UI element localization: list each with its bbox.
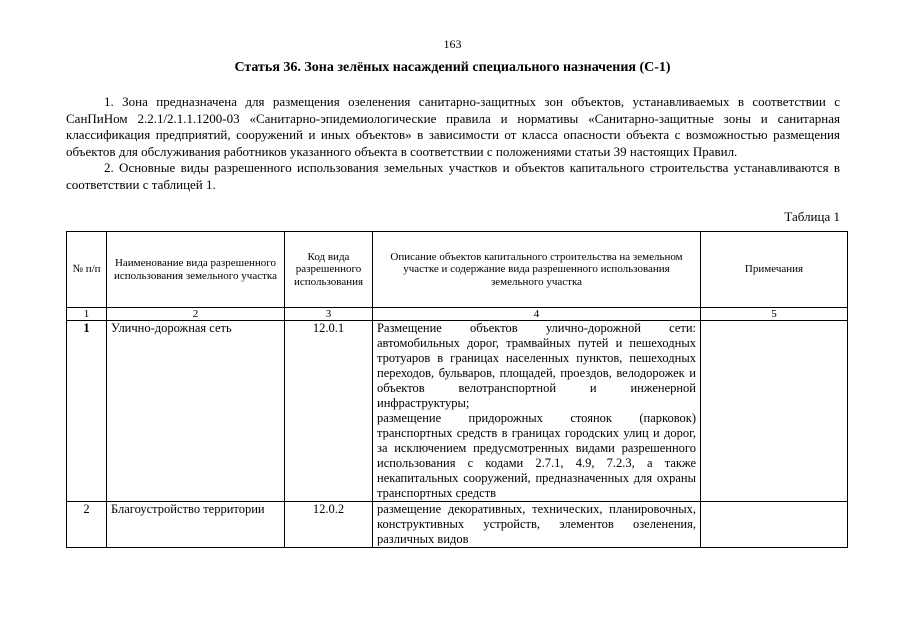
table-row (67, 321, 848, 502)
use-description: размещение декоративных, технических, планировочных, конструктивных устройств, элементов озеленения, различных видов (373, 502, 701, 548)
header-num: № п/п (67, 232, 107, 308)
use-code: 12.0.1 (285, 321, 373, 502)
permitted-uses-table (66, 231, 848, 548)
table-header-row (67, 232, 848, 308)
column-number: 5 (701, 308, 848, 321)
row-number: 1 (67, 321, 107, 502)
column-number: 1 (67, 308, 107, 321)
use-name: Благоустройство территории (107, 502, 285, 548)
use-description (373, 321, 701, 502)
use-note (701, 321, 848, 502)
use-code: 12.0.2 (285, 502, 373, 548)
use-note (701, 502, 848, 548)
header-name: Наименование вида разрешенного использования земельного участка (107, 232, 285, 308)
header-code: Код вида разрешенного использования (285, 232, 373, 308)
paragraph-1: 1. Зона предназначена для размещения озеленения санитарно-защитных зон объектов, устанавливаемых в соответствии с СанПиНом 2.2.1/2.1.1.1200-03 «Санитарно-эпидемиологические правила и нормативы «Санитарно-защитные зоны и санитарная классификация предприятий, сооружений и иных объектов» в зависимости от класса опасности объекта с возможностью размещения объектов для обслуживания работников указанного объекта в соответствии с положениями статьи 39 настоящих Правил. (66, 94, 840, 159)
table-row (67, 502, 848, 548)
page-number: 163 (443, 37, 462, 51)
row-number: 2 (67, 502, 107, 548)
use-name: Улично-дорожная сеть (107, 321, 285, 502)
header-description: Описание объектов капитального строительства на земельном участке и содержание вида разрешенного использования земельного участка (373, 232, 701, 308)
header-notes: Примечания (701, 232, 848, 308)
column-number: 4 (373, 308, 701, 321)
column-number-row (67, 308, 848, 321)
paragraph-2: 2. Основные виды разрешенного использования земельных участков и объектов капитального строительства устанавливаются в соответствии с таблицей 1. (66, 160, 840, 192)
table-caption: Таблица 1 (784, 209, 840, 224)
use-description-part: Размещение объектов улично-дорожной сети: автомобильных дорог, трамвайных путей и пешеходных тротуаров в границах населенных пунктов, пешеходных переходов, бульваров, площадей, проездов, велодорожек и объектов велотранспортной и инженерной инфраструктуры; (377, 321, 696, 410)
article-heading: Статья 36. Зона зелёных насаждений специального назначения (С-1) (234, 60, 671, 75)
use-description-part: размещение придорожных стоянок (парковок) транспортных средств в границах городских улиц и дорог, за исключением предусмотренных видами разрешенного использования с кодами 2.7.1, 4.9, 7.2.3, а также некапитальных сооружений, предназначенных для охраны транспортных средств (377, 411, 696, 500)
column-number: 3 (285, 308, 373, 321)
column-number: 2 (107, 308, 285, 321)
